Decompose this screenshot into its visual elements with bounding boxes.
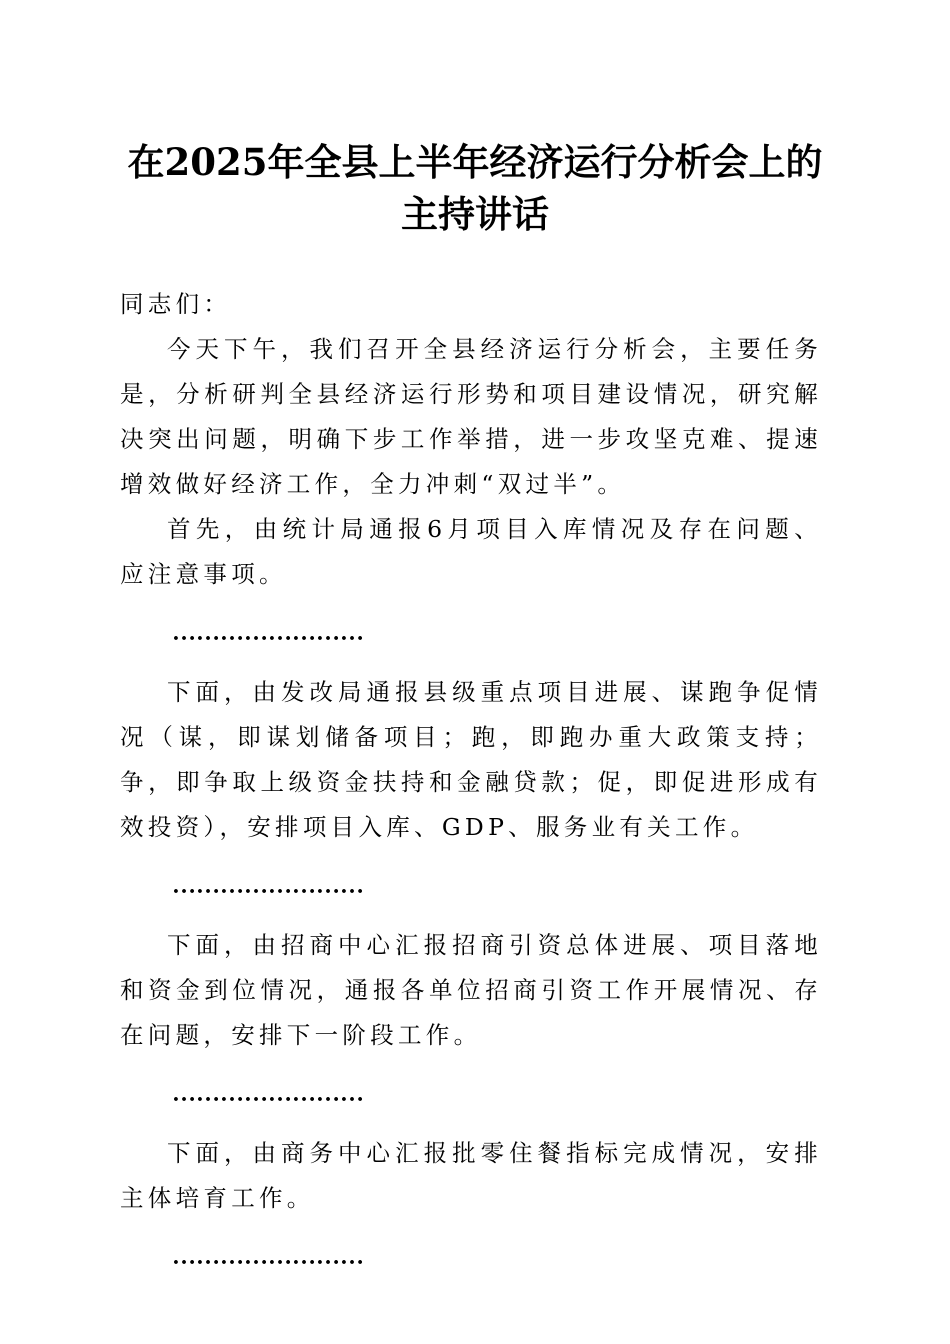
ellipsis-separator: …………………… <box>172 873 364 899</box>
document-body <box>120 282 822 1294</box>
paragraph-statistics-bureau: 首先，由统计局通报6月项目入库情况及存在问题、应注意事项。 <box>120 515 822 588</box>
salutation: 同志们： <box>120 290 232 318</box>
ellipsis-separator: …………………… <box>172 620 364 646</box>
document-title: 在2025年全县上半年经济运行分析会上的主持讲话 <box>127 140 823 236</box>
ellipsis-separator: …………………… <box>172 1244 364 1270</box>
paragraph-development-reform-bureau: 下面，由发改局通报县级重点项目进展、谋跑争促情况（谋，即谋划储备项目；跑，即跑办重大政策支持；争，即争取上级资金扶持和金融贷款；促，即促进形成有效投资），安排项目入库、GDP、服务业有关工作。 <box>120 678 822 841</box>
ellipsis-separator: …………………… <box>172 1081 364 1107</box>
paragraph-opening: 今天下午，我们召开全县经济运行分析会，主要任务是，分析研判全县经济运行形势和项目建设情况，研究解决突出问题，明确下步工作举措，进一步攻坚克难、提速增效做好经济工作，全力冲刺“双过半”。 <box>120 335 822 498</box>
paragraph-investment-center: 下面，由招商中心汇报招商引资总体进展、项目落地和资金到位情况，通报各单位招商引资工作开展情况、存在问题，安排下一阶段工作。 <box>120 931 822 1049</box>
paragraph-commerce-center: 下面，由商务中心汇报批零住餐指标完成情况，安排主体培育工作。 <box>120 1139 822 1212</box>
